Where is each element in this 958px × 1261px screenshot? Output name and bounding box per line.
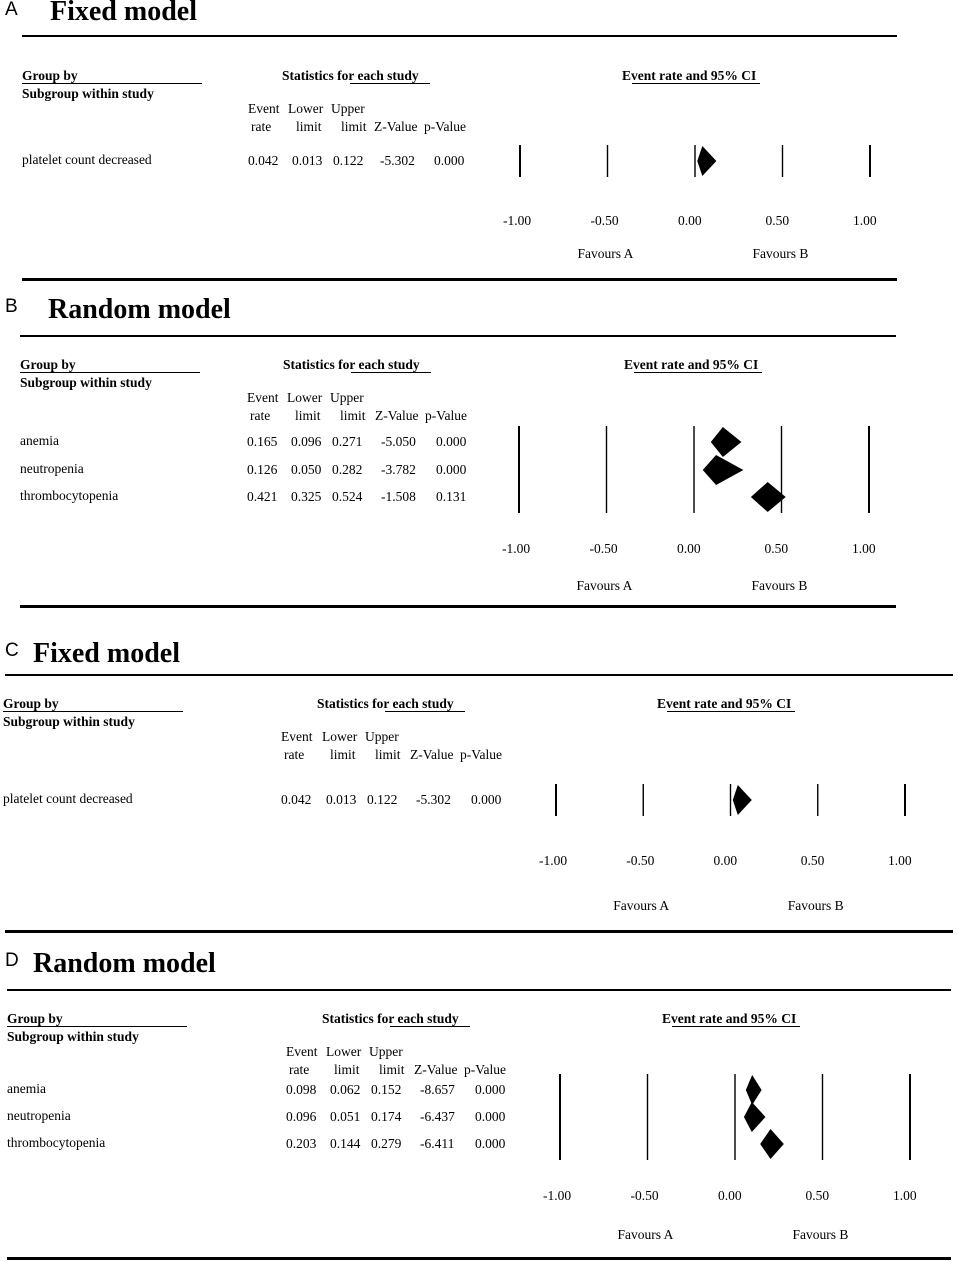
panel-a-col-p: p-Value [424,119,466,134]
panel-c-col-upper-2: limit [375,747,401,762]
panel-b-row-1-diamond [703,455,744,485]
panel-c-row-0-p: 0.000 [471,792,502,807]
panel-a-row-0-lower: 0.013 [292,153,323,168]
panel-b-row-2-upper: 0.524 [332,489,363,504]
panel-a-stats-header: Statistics for each study [282,68,419,83]
panel-b-row-1-event: 0.126 [247,462,278,477]
panel-b-col-p: p-Value [425,408,467,423]
panel-b-col-upper-2: limit [340,408,366,423]
panel-b-ci-header: Event rate and 95% CI [624,357,759,372]
panel-a-col-lower-2: limit [296,119,322,134]
panel-d-row-1-event: 0.096 [286,1109,317,1124]
panel-b-favours-a: Favours A [576,578,633,593]
panel-c-col-event-2: rate [284,747,305,762]
panel-d-row-0-upper: 0.152 [371,1082,402,1097]
panel-d-tick-label-3: 0.50 [805,1188,830,1203]
panel-d-col-lower-1: Lower [326,1044,362,1059]
panel-c-col-lower-1: Lower [322,729,358,744]
panel-c-row-0-lower: 0.013 [326,792,357,807]
panel-b-row-0-lower: 0.096 [291,434,322,449]
panel-d-row-0-event: 0.098 [286,1082,317,1097]
panel-c-col-z: Z-Value [410,747,454,762]
panel-a-col-lower-1: Lower [288,101,324,116]
panel-b-col-lower-2: limit [295,408,321,423]
panel-d-group-by: Group by [7,1011,63,1026]
panel-b-col-lower-1: Lower [287,390,323,405]
panel-c-col-lower-2: limit [330,747,356,762]
panel-a-tick-label-2: 0.00 [678,213,702,228]
panel-a-tick-label-4: 1.00 [853,213,877,228]
panel-a-row-0-p: 0.000 [434,153,465,168]
panel-b-col-upper-1: Upper [330,390,364,405]
panel-c-title: Fixed model [33,638,180,669]
panel-a-title: Fixed model [50,0,197,27]
panel-b-letter: B [5,296,18,317]
panel-a-row-0-name: platelet count decreased [22,152,152,167]
panel-a-letter: A [5,0,18,20]
panel-c-row-0-name: platelet count decreased [3,791,133,806]
panel-d-col-event-2: rate [289,1062,310,1077]
panel-a-col-z: Z-Value [374,119,418,134]
panel-a-row-0-upper: 0.122 [333,153,364,168]
panel-b-row-2-p: 0.131 [436,489,467,504]
panel-b-tick-label-4: 1.00 [852,541,876,556]
panel-b-col-z: Z-Value [375,408,419,423]
panel-d-row-2-diamond [760,1129,784,1159]
panel-b-favours-b: Favours B [751,578,808,593]
panel-d-col-event-1: Event [286,1044,318,1059]
panel-b-stats-header: Statistics for each study [283,357,420,372]
panel-b-row-1-upper: 0.282 [332,462,363,477]
panel-c-favours-b: Favours B [787,898,844,913]
panel-d-ci-header: Event rate and 95% CI [662,1011,797,1026]
panel-a-tick-label-1: -0.50 [590,213,619,228]
panel-a-row-0-z: -5.302 [380,153,415,168]
panel-d-favours-b: Favours B [792,1227,849,1242]
panel-b-row-0-z: -5.050 [381,434,416,449]
panel-b-subgroup: Subgroup within study [20,375,152,390]
panel-d-row-1-name: neutropenia [7,1108,71,1123]
panel-c-stats-header: Statistics for each study [317,696,454,711]
panel-b-row-2-name: thrombocytopenia [20,488,119,503]
panel-c-tick-label-2: 0.00 [713,853,738,868]
panel-d-row-2-event: 0.203 [286,1136,317,1151]
panel-a-group-by: Group by [22,68,78,83]
panel-a-ci-header: Event rate and 95% CI [622,68,757,83]
panel-d-favours-a: Favours A [617,1227,674,1242]
panel-b-group-by: Group by [20,357,76,372]
panel-c-favours-a: Favours A [613,898,670,913]
panel-a-tick-label-0: -1.00 [503,213,532,228]
panel-c-col-p: p-Value [460,747,502,762]
panel-c-col-event-1: Event [281,729,313,744]
panel-d-col-lower-2: limit [334,1062,360,1077]
panel-d-row-0-diamond [746,1075,762,1105]
panel-d-row-2-z: -6.411 [420,1136,455,1151]
panel-d-col-z: Z-Value [414,1062,458,1077]
panel-d-row-2-p: 0.000 [475,1136,506,1151]
panel-c-row-0-upper: 0.122 [367,792,398,807]
panel-a-col-event-1: Event [248,101,280,116]
panel-c-tick-label-1: -0.50 [626,853,655,868]
panel-a-col-upper-2: limit [341,119,367,134]
panel-a-favours-a: Favours A [577,246,634,261]
panel-d-row-1-diamond [744,1102,766,1132]
panel-d-title: Random model [33,948,216,979]
panel-d-tick-label-0: -1.00 [543,1188,572,1203]
panel-b-title: Random model [48,294,231,325]
panel-d-tick-label-1: -0.50 [630,1188,659,1203]
panel-c-ci-header: Event rate and 95% CI [657,696,792,711]
panel-d-row-2-lower: 0.144 [330,1136,361,1151]
panel-b-tick-label-2: 0.00 [677,541,701,556]
panel-d-col-p: p-Value [464,1062,506,1077]
panel-a-subgroup: Subgroup within study [22,86,154,101]
panel-b-col-event-1: Event [247,390,279,405]
panel-b-row-0-name: anemia [20,433,59,448]
panel-b-row-1-name: neutropenia [20,461,84,476]
panel-b-row-0-p: 0.000 [436,434,467,449]
panel-a-favours-b: Favours B [752,246,809,261]
panel-c-subgroup: Subgroup within study [3,714,135,729]
panel-d-row-0-z: -8.657 [420,1082,455,1097]
panel-c-tick-label-4: 1.00 [888,853,912,868]
panel-d-tick-label-4: 1.00 [893,1188,917,1203]
panel-b-tick-label-1: -0.50 [589,541,618,556]
panel-d-row-0-lower: 0.062 [330,1082,361,1097]
panel-a-row-0-event: 0.042 [248,153,279,168]
panel-d-row-0-name: anemia [7,1081,46,1096]
panel-b-row-2-event: 0.421 [247,489,278,504]
panel-c-tick-label-3: 0.50 [800,853,825,868]
panel-d-row-1-lower: 0.051 [330,1109,361,1124]
panel-d-stats-header: Statistics for each study [322,1011,459,1026]
panel-c-col-upper-1: Upper [365,729,399,744]
panel-c-letter: C [5,640,19,661]
panel-d-subgroup: Subgroup within study [7,1029,139,1044]
panel-d-row-2-upper: 0.279 [371,1136,402,1151]
panel-b-row-1-p: 0.000 [436,462,467,477]
panel-b-row-0-event: 0.165 [247,434,278,449]
panel-d-row-1-p: 0.000 [475,1109,506,1124]
panel-b-row-1-lower: 0.050 [291,462,322,477]
panel-d-letter: D [5,950,19,971]
panel-a-col-event-2: rate [251,119,272,134]
panel-c-row-0-z: -5.302 [416,792,451,807]
panel-c-row-0-event: 0.042 [281,792,312,807]
panel-d-tick-label-2: 0.00 [718,1188,742,1203]
panel-a-tick-label-3: 0.50 [765,213,790,228]
panel-b-row-2-diamond [751,482,786,512]
panel-b-tick-label-0: -1.00 [502,541,531,556]
panel-c-tick-label-0: -1.00 [539,853,568,868]
panel-b-row-2-z: -1.508 [381,489,416,504]
panel-b-row-0-upper: 0.271 [332,434,363,449]
panel-c-group-by: Group by [3,696,59,711]
panel-d-row-0-p: 0.000 [475,1082,506,1097]
panel-b-row-0-diamond [711,427,742,457]
panel-d-row-1-z: -6.437 [420,1109,455,1124]
panel-b-row-2-lower: 0.325 [291,489,322,504]
panel-b-row-1-z: -3.782 [381,462,416,477]
panel-a-col-upper-1: Upper [331,101,365,116]
panel-b-col-event-2: rate [250,408,271,423]
panel-c-row-0-diamond [733,785,752,815]
panel-d-col-upper-1: Upper [369,1044,403,1059]
panel-a-row-0-diamond [697,146,716,176]
panel-d-row-1-upper: 0.174 [371,1109,402,1124]
panel-d-col-upper-2: limit [379,1062,405,1077]
panel-b-tick-label-3: 0.50 [764,541,789,556]
panel-d-row-2-name: thrombocytopenia [7,1135,106,1150]
